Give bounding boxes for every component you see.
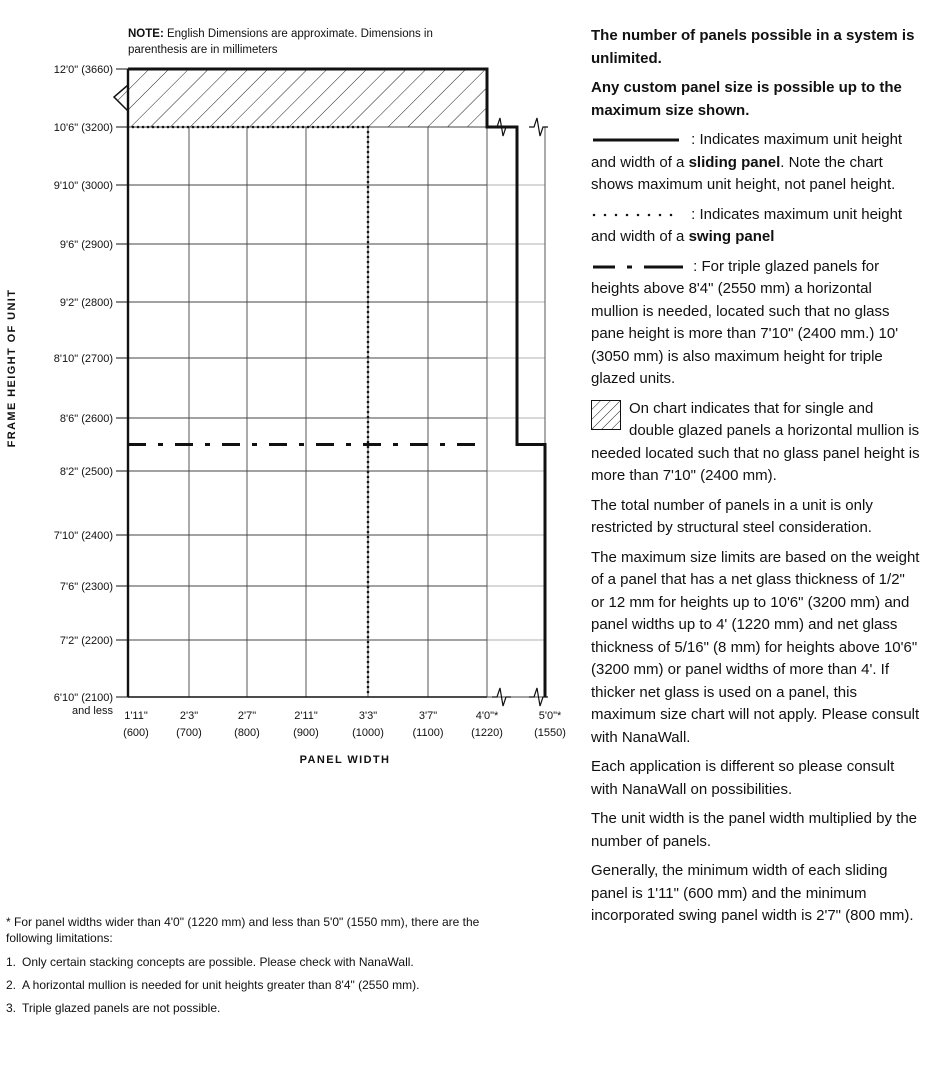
footnote-intro: * For panel widths wider than 4'0" (1220 mm) and less than 5'0" (1550 mm), there are the following limitations: xyxy=(6,915,480,945)
y-tick-label: 12'0" (3660) xyxy=(53,64,113,76)
y-tick-label: 8'2" (2500) xyxy=(59,466,113,478)
intro-unlimited: The number of panels possible in a system is unlimited. xyxy=(591,27,915,67)
x-tick-sublabel: (700) xyxy=(176,727,202,739)
note-prefix: NOTE: xyxy=(128,28,164,40)
legend-dashdot xyxy=(591,256,921,391)
footnote-item: 3. Triple glazed panels are not possible. xyxy=(6,1001,221,1015)
x-tick-sublabel: (1000) xyxy=(352,727,384,739)
unit-width-note: The unit width is the panel width multiplied by the number of panels. xyxy=(591,810,918,850)
application-note: Each application is different so please consult with NanaWall on possibilities. xyxy=(591,758,895,798)
x-tick-sublabel: (1100) xyxy=(412,727,444,739)
break-icon xyxy=(492,688,511,706)
intro-custom-size: Any custom panel size is possible up to the maximum size shown. xyxy=(591,79,902,119)
minimum-width-note: Generally, the minimum width of each sliding panel is 1'11" (600 mm) and the minimum incorporated swing panel width is 2'7" (800 mm). xyxy=(591,862,914,924)
footnote-list xyxy=(6,954,486,1016)
legend-solid xyxy=(591,129,921,197)
y-tick-labels xyxy=(54,64,128,717)
x-tick-label: 3'3" xyxy=(358,710,378,722)
legend-dotted xyxy=(591,204,921,249)
y-tick-label: 7'2" (2200) xyxy=(59,635,113,647)
y-axis-label: FRAME HEIGHT OF UNIT xyxy=(6,288,18,448)
legend-dotted-bold: swing panel xyxy=(688,228,775,245)
y-tick-suffix: and less xyxy=(72,705,113,717)
x-tick-sublabel: (1550) xyxy=(534,727,566,739)
x-tick-label: 3'7" xyxy=(418,710,438,722)
x-tick-sublabel: (600) xyxy=(123,727,149,739)
legend-dashdot-text: : For triple glazed panels for heights above 8'4" (2550 mm) a horizontal mullion is needed, located such that no glass pane height is more than 7'10" (2400 mm.) 10' (3050 mm) is also maximum height for triple glazed units. xyxy=(591,257,899,387)
x-tick-label: 2'3" xyxy=(179,710,199,722)
x-tick-sublabel: (800) xyxy=(234,727,260,739)
footnote-item: 1. Only certain stacking concepts are possible. Please check with NanaWall. xyxy=(6,955,414,969)
legend-hatch xyxy=(591,398,921,488)
footnote xyxy=(6,914,486,1023)
x-tick-label: 1'11" xyxy=(124,710,148,722)
x-tick-label: 4'0"* xyxy=(475,710,499,722)
x-tick-sublabel: (1220) xyxy=(471,727,503,739)
note-text: English Dimensions are approximate. Dimensions in parenthesis are in millimeters xyxy=(128,28,433,56)
solid-line-icon xyxy=(591,137,681,143)
series-solid-line xyxy=(128,69,545,697)
panel-count-note: The total number of panels in a unit is only restricted by structural steel consideration. xyxy=(591,496,873,536)
x-tick-labels xyxy=(123,710,566,739)
explanation-panel xyxy=(591,25,921,935)
x-tick-label: 2'7" xyxy=(237,710,257,722)
y-tick-label: 6'10" (2100) xyxy=(53,692,113,704)
legend-dotted-text: : Indicates maximum unit height and width of a xyxy=(591,205,903,245)
legend-solid-text: : Indicates maximum unit height and width of a xyxy=(591,131,903,171)
footnote-item: 2. A horizontal mullion is needed for unit heights greater than 8'4" (2550 mm). xyxy=(6,978,420,992)
x-tick-label: 2'11" xyxy=(294,710,318,722)
y-tick-label: 9'6" (2900) xyxy=(59,239,113,251)
x-axis-label: PANEL WIDTH xyxy=(299,754,391,766)
hatch-swatch-icon xyxy=(591,400,621,430)
y-tick-label: 8'10" (2700) xyxy=(53,353,113,365)
legend-hatch-text: On chart indicates that for single and double glazed panels a horizontal mullion is needed located such that no glass panel height is more than 7'10" (2400 mm). xyxy=(591,399,920,484)
y-tick-label: 9'2" (2800) xyxy=(59,297,113,309)
legend-solid-bold: sliding panel xyxy=(688,153,781,171)
chart-grid xyxy=(128,127,487,697)
chart-series xyxy=(114,69,545,697)
y-tick-label: 10'6" (3200) xyxy=(53,122,113,134)
x-tick-label: 5'0"* xyxy=(538,710,562,722)
legend-solid-text2: . Note the chart shows maximum unit height, not panel height. xyxy=(591,153,896,193)
max-size-chart xyxy=(0,0,590,780)
x-tick-sublabel: (900) xyxy=(293,727,319,739)
size-limits-note: The maximum size limits are based on the weight of a panel that has a net glass thickness of 1/2" or 12 mm for heights up to 10'6" (3200 mm) and panel widths up to 4' (1220 mm) and net glass thickness of 5/16" (8 mm) for heights above 10'6" (3200 mm) or panel widths of more than 4'. If thicker net glass is used on a panel, this maximum size chart will not apply. Please consult with NanaWall. xyxy=(591,548,920,746)
series-dotted-line xyxy=(128,127,368,697)
hatched-region xyxy=(114,69,487,127)
y-tick-label: 7'10" (2400) xyxy=(53,530,113,542)
dotted-line-icon xyxy=(591,212,681,218)
y-tick-label: 7'6" (2300) xyxy=(59,581,113,593)
dash-dot-line-icon xyxy=(591,264,683,270)
y-tick-label: 9'10" (3000) xyxy=(53,180,113,192)
y-tick-label: 8'6" (2600) xyxy=(59,413,113,425)
